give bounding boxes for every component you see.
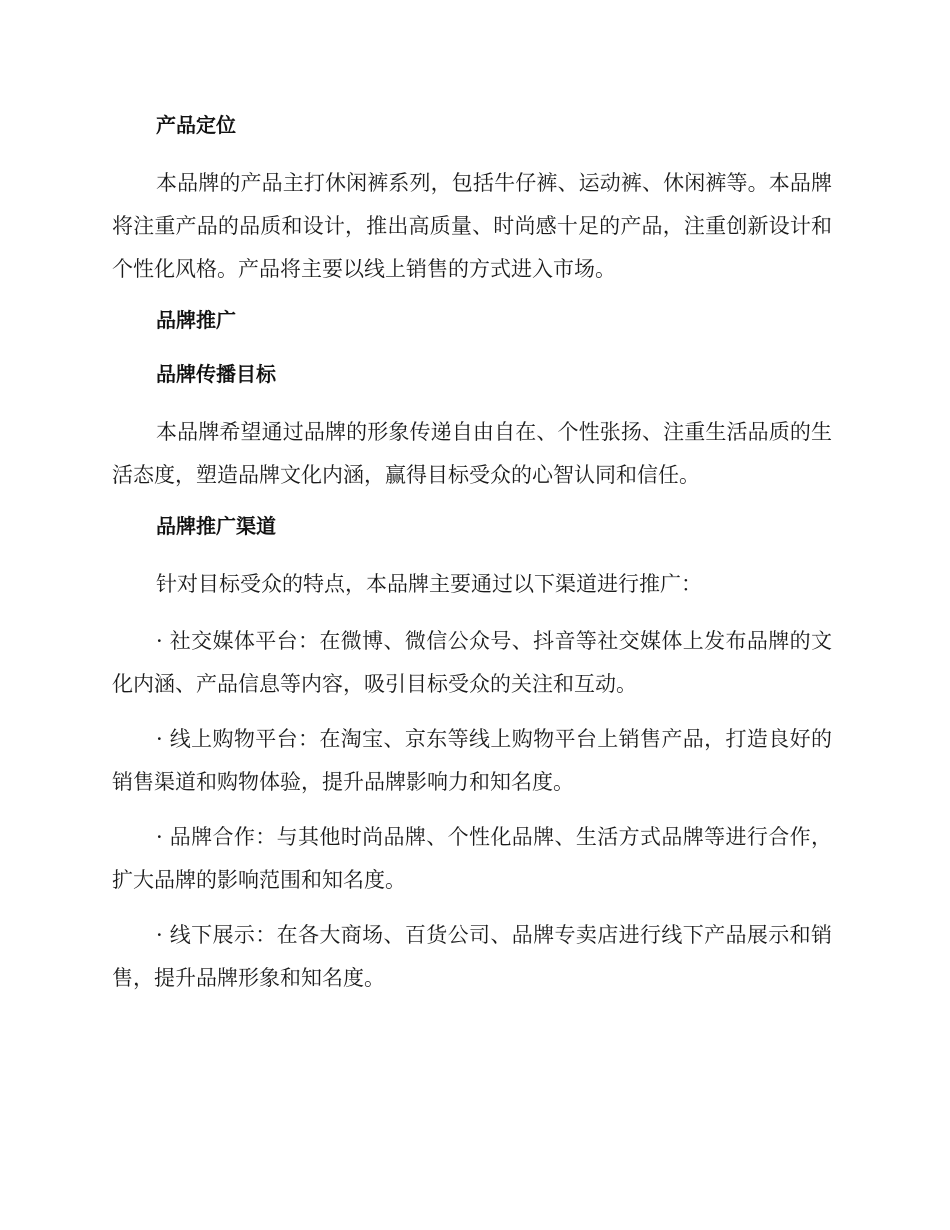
bullet-offline-display: · 线下展示：在各大商场、百货公司、品牌专卖店进行线下产品展示和销售，提升品牌形象和知名度。 <box>112 923 832 990</box>
paragraph-communication-goal: 本品牌希望通过品牌的形象传递自由自在、个性张扬、注重生活品质的生活态度，塑造品牌文化内涵，赢得目标受众的心智认同和信任。 <box>112 420 832 487</box>
heading-communication-goal: 品牌传播目标 <box>156 362 276 386</box>
bullet-online-shopping: · 线上购物平台：在淘宝、京东等线上购物平台上销售产品，打造良好的销售渠道和购物体验，提升品牌影响力和知名度。 <box>112 727 832 794</box>
paragraph-product-positioning: 本品牌的产品主打休闲裤系列，包括牛仔裤、运动裤、休闲裤等。本品牌将注重产品的品质和设计，推出高质量、时尚感十足的产品，注重创新设计和个性化风格。产品将主要以线上销售的方式进入市场。 <box>112 171 832 281</box>
bullet-social-media: · 社交媒体平台：在微博、微信公众号、抖音等社交媒体上发布品牌的文化内涵、产品信息等内容，吸引目标受众的关注和互动。 <box>112 629 832 696</box>
heading-brand-promotion: 品牌推广 <box>156 308 236 332</box>
paragraph-channels-intro: 针对目标受众的特点，本品牌主要通过以下渠道进行推广： <box>156 572 702 596</box>
document-page <box>112 108 832 1012</box>
heading-product-positioning: 产品定位 <box>156 113 236 137</box>
bullet-brand-cooperation: · 品牌合作：与其他时尚品牌、个性化品牌、生活方式品牌等进行合作，扩大品牌的影响范围和知名度。 <box>112 825 832 892</box>
heading-promotion-channels: 品牌推广渠道 <box>156 514 276 538</box>
